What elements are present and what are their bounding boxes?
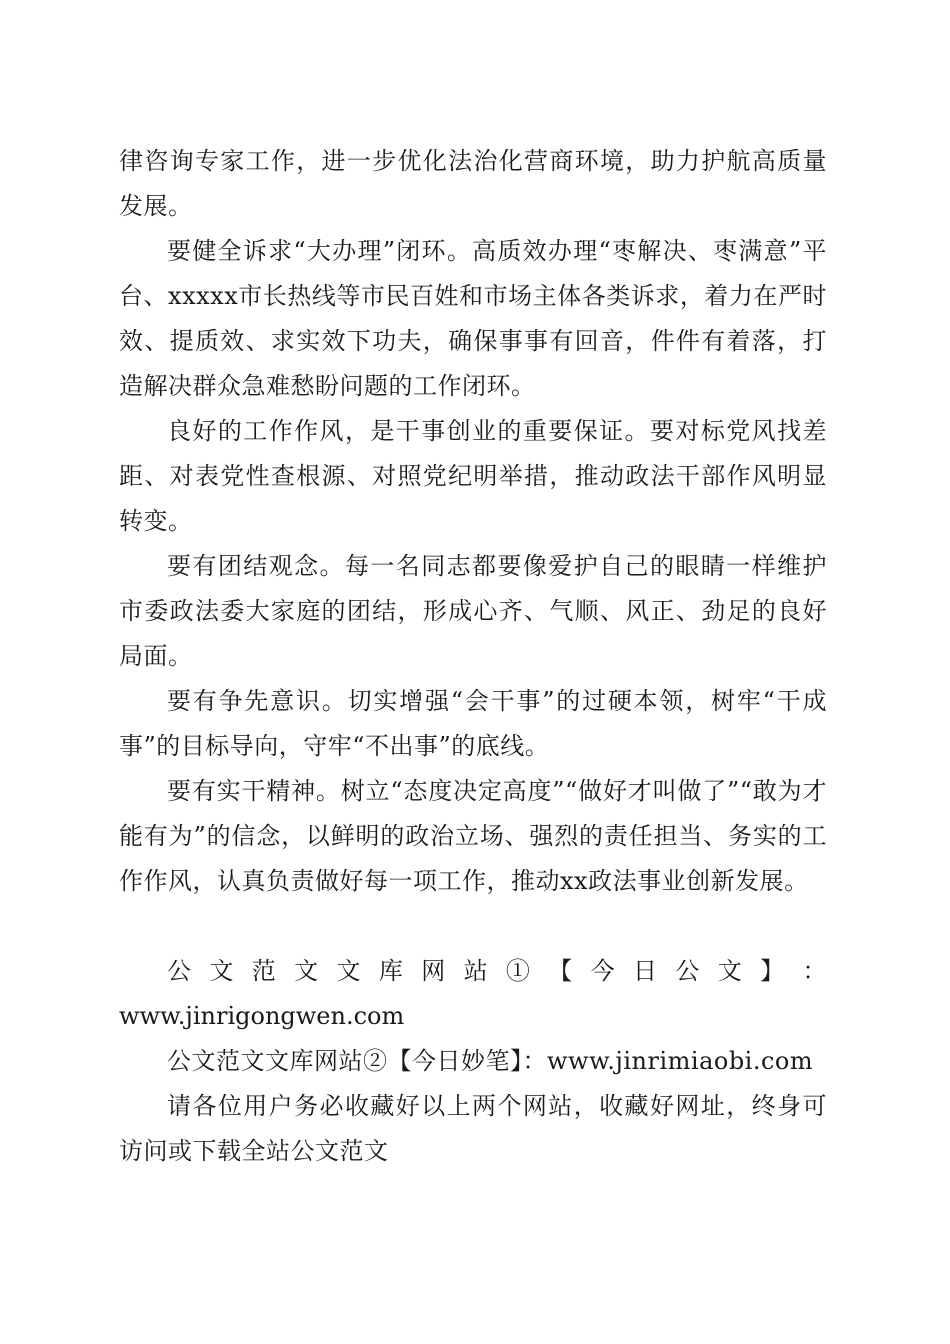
paragraph-work-style: 良好的工作作风，是干事创业的重要保证。要对标党风找差距、对表党性查根源、对照党纪明举措，推动政法干部作风明显转变。 xyxy=(119,417,827,535)
bookmark-notice: 请各位用户务必收藏好以上两个网站，收藏好网址，终身可访问或下载全站公文范文 xyxy=(119,1092,827,1165)
paragraph-appeal-closed-loop: 要健全诉求“大办理”闭环。高质效办理“枣解决、枣满意”平台、xxxxx市长热线等市民百姓和市场主体各类诉求，着力在严时效、提质效、求实效下功夫，确保事事有回音，件件有着落，打造解决群众急难愁盼问题的工作闭环。 xyxy=(119,237,827,400)
site2-line: 公文范文文库网站②【今日妙笔】：www.jinrimiaobi.com xyxy=(167,1047,814,1075)
site1-url: www.jinrigongwen.com xyxy=(119,1002,405,1030)
paragraph-unity: 要有团结观念。每一名同志都要像爱护自己的眼睛一样维护市委政法委大家庭的团结，形成心齐、气顺、风正、劲足的良好局面。 xyxy=(119,552,827,670)
site1-label: 公 文 范 文 文 库 网 站 ① 【 今 日 公 文 】 ： xyxy=(167,957,827,985)
paragraph-hard-work: 要有实干精神。树立“态度决定高度”“做好才叫做了”“敢为才能有为”的信念，以鲜明的政治立场、强烈的责任担当、务实的工作作风，认真负责做好每一项工作，推动xx政法事业创新发展。 xyxy=(119,777,827,895)
paragraph-striving: 要有争先意识。切实增强“会干事”的过硬本领，树牢“干成事”的目标导向，守牢“不出事”的底线。 xyxy=(119,687,827,760)
paragraph-continuation: 律咨询专家工作，进一步优化法治化营商环境，助力护航高质量发展。 xyxy=(119,147,827,220)
